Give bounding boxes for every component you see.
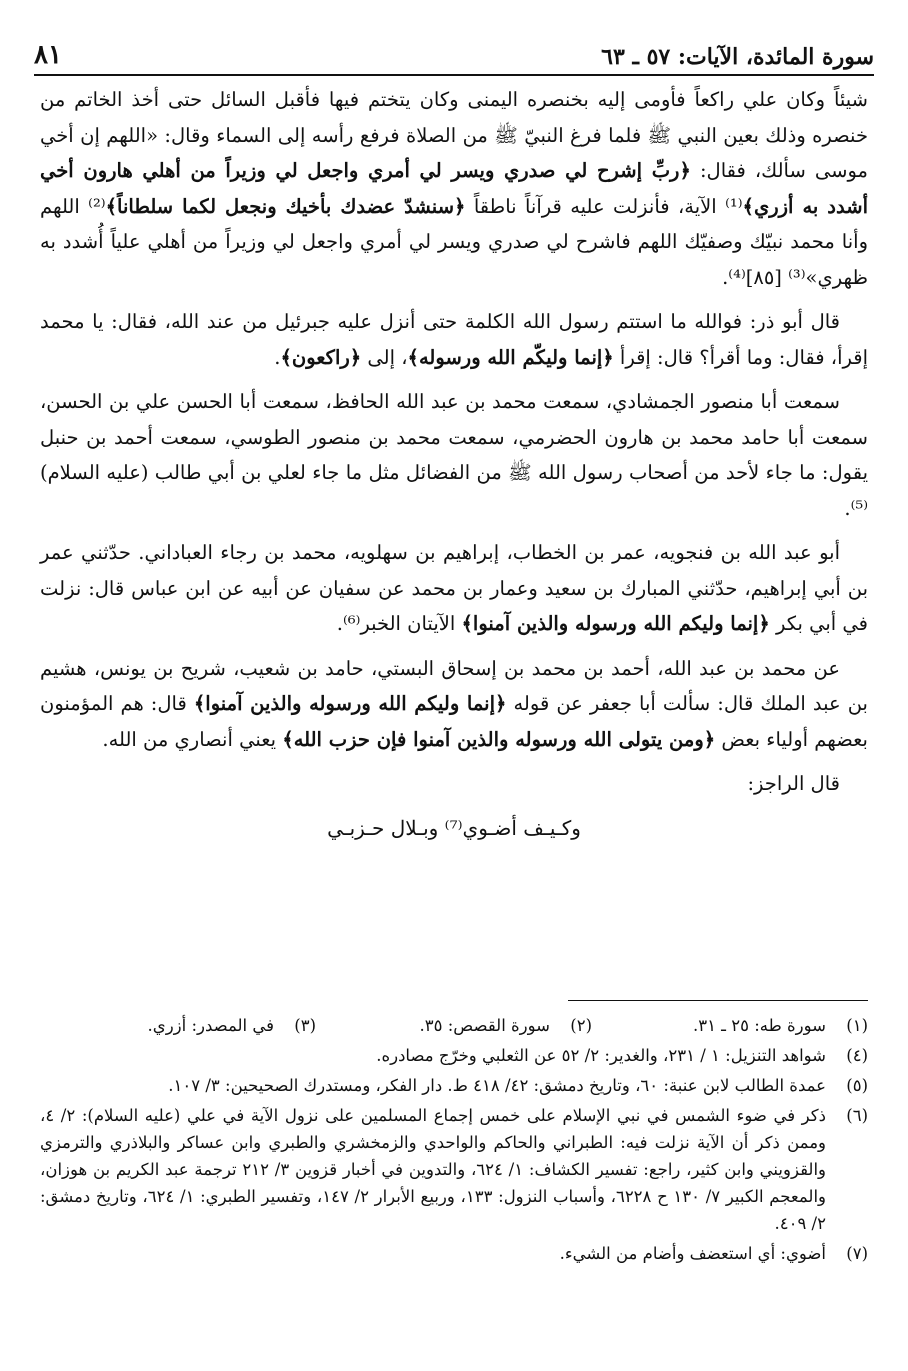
quran-quote: ﴿ومن يتولى الله ورسوله والذين آمنوا فإن حزب الله﴾ [282, 727, 716, 751]
footnote-number: (٦) [846, 1106, 868, 1125]
running-title: سورة المائدة، الآيات: ٥٧ ـ ٦٣ [601, 44, 874, 70]
footnote-5 [40, 1072, 868, 1099]
footnote-number: (١) [846, 1016, 868, 1035]
footnote-row-1 [40, 1012, 868, 1039]
footnote-text: أضوي: أي استعضف وأضام من الشيء. [559, 1244, 826, 1263]
footnote-1 [592, 1012, 868, 1039]
paragraph-1 [40, 82, 868, 295]
text-run: شيئاً وكان علي راكعاً فأومى إليه بخنصره اليمنى وكان يتختم فيها فأقبل السائل حتى أخذ الخاتم من خنصره وذلك بعين النبي ﷺ فلما فرغ النبيّ ﷺ من الصلاة فرفع رأسه إلى السماء وقال: «اللهم إن أخي موسى سألك، فقال: [40, 88, 868, 182]
footnote-4 [40, 1042, 868, 1069]
footnote-number: (٧) [846, 1244, 868, 1263]
page-number: ٨١ [34, 40, 62, 70]
text-run: قال: هم المؤمنون بعضهم أولياء بعض [40, 692, 868, 751]
paragraph-3: سمعت أبا منصور الجمشادي، سمعت محمد بن عبد الله الحافظ، سمعت أبا الحسن علي بن الحسن، سمعت أبا حامد محمد بن هارون الحضرمي، سمعت محمد بن منصور الطوسي، سمعت أحمد بن حنبل يقول: ما جاء لأحد من أصحاب رسول الله ﷺ من الفضائل مثل ما جاء لعلي بن أبي طالب (عليه السلام)⁽⁵⁾. [40, 390, 868, 520]
quran-quote: ﴿إنما وليكم الله ورسوله والذين آمنوا﴾ [461, 612, 770, 635]
quran-quote: ﴿راكعون﴾ [280, 345, 362, 369]
quran-quote: ﴿إنما وليكّم الله ورسوله﴾ [407, 345, 614, 369]
footnote-7 [40, 1240, 868, 1267]
main-text [40, 82, 868, 846]
quran-quote: ﴿ربِّ إشرح لي صدري ويسر لي أمري واجعل لي وزيراً من أهلي هارون أخي أشدد به أزري﴾ [40, 159, 868, 218]
text-run: قال أبو ذر: فوالله ما استتم رسول الله الكلمة حتى أنزل عليه جبرئيل من عند الله، فقال: يا محمد إقرأ، فقال: وما أقرأ؟ قال: إقرأ [40, 310, 868, 369]
paragraph-5 [40, 651, 868, 758]
footnote-number: (٤) [846, 1046, 868, 1065]
footnote-number: (٣) [294, 1016, 316, 1035]
paragraph-6: قال الراجز: [747, 772, 840, 795]
footnotes [40, 1012, 868, 1270]
footnote-text: في المصدر: أزري. [147, 1016, 274, 1035]
page-header [34, 28, 874, 76]
text-run: الآيتان الخبر⁽⁶⁾. [336, 612, 462, 635]
footnote-text: سورة طه: ٢٥ ـ ٣١. [692, 1016, 826, 1035]
footnote-text: سورة القصص: ٣٥. [419, 1016, 550, 1035]
text-run: ، إلى [361, 345, 408, 369]
footnote-6 [40, 1102, 868, 1237]
text-run: أبو عبد الله بن فنجويه، عمر بن الخطاب، إبراهيم بن سهلويه، محمد بن رجاء العباداني. حدّثني عمر بن أبي إبراهيم، حدّثني المبارك بن سعيد وعمار بن محمد عن سفيان عن أبيه عن ابن عباس قال: نزلت في أبي بكر [40, 541, 868, 635]
footnote-separator [568, 1000, 868, 1001]
footnote-number: (٢) [570, 1016, 592, 1035]
paragraph-4 [40, 535, 868, 642]
footnote-text: ذكر في ضوء الشمس في نبي الإسلام على خمس إجماع المسلمين على نزول الآية في علي (عليه السلام): ٢/ ٤، وممن ذكر أن الآية نزلت فيه: الطبراني والحاكم والواحدي والزمخشري والطبري وابن عساكر والبلاذري والترمزي والقزويني وابن كثير، راجع: تفسير الكشاف: ١/ ٦٢٤، والتدوين في أخبار قزوين ٣/ ٢١٢ ترجمة عبد الكريم بن هوزان، والمعجم الكبير ٧/ ١٣٠ ح ٦٢٢٨، وأسباب النزول: ١٣٣، وربيع الأبرار ٢/ ١٤٧، وتفسير الطبري: ١/ ٦٢٤، وتاريخ دمشق: ٢/ ٤٠٩. [40, 1106, 826, 1233]
footnote-text: عمدة الطالب لابن عنبة: ٦٠، وتاريخ دمشق: ٤٢/ ٤١٨ ط. دار الفكر، ومستدرك الصحيحين: ٣/ ١٠٧. [168, 1076, 826, 1095]
quran-quote: ﴿إنما وليكم الله ورسوله والذين آمنوا﴾ [193, 692, 507, 715]
footnote-3 [40, 1012, 316, 1039]
footnote-text: شواهد التنزيل: ١ / ٢٣١، والغدير: ٢/ ٥٢ عن الثعلبي وخرّج مصادره. [376, 1046, 826, 1065]
text-run: ⁽¹⁾ الآية، فأنزلت عليه قرآناً ناطقاً [465, 194, 743, 218]
paragraph-2 [40, 304, 868, 375]
poetry-verse: وكـيـف أضـوي⁽⁷⁾ وبـلال حـزبـي [327, 815, 581, 840]
text-run: عن محمد بن عبد الله، أحمد بن محمد بن إسحاق البستي، حامد بن شعيب، شريح بن يونس، هشيم بن عبد الملك قال: سألت أبا جعفر عن قوله [40, 656, 868, 715]
text-run: . [274, 345, 281, 369]
footnote-number: (٥) [846, 1076, 868, 1095]
quran-quote: ﴿سنشدّ عضدك بأخيك ونجعل لكما سلطاناً﴾ [105, 194, 466, 218]
text-run: يعني أنصاري من الله. [102, 727, 283, 751]
footnote-2 [316, 1012, 592, 1039]
text-run: ⁽²⁾ اللهم وأنا محمد نبيّك وصفيّك اللهم فاشرح لي صدري ويسر لي أمري واجعل لي وزيراً من أهلي علياً أُشدد به ظهري»⁽³⁾ [٨٥]⁽⁴⁾. [40, 194, 868, 289]
